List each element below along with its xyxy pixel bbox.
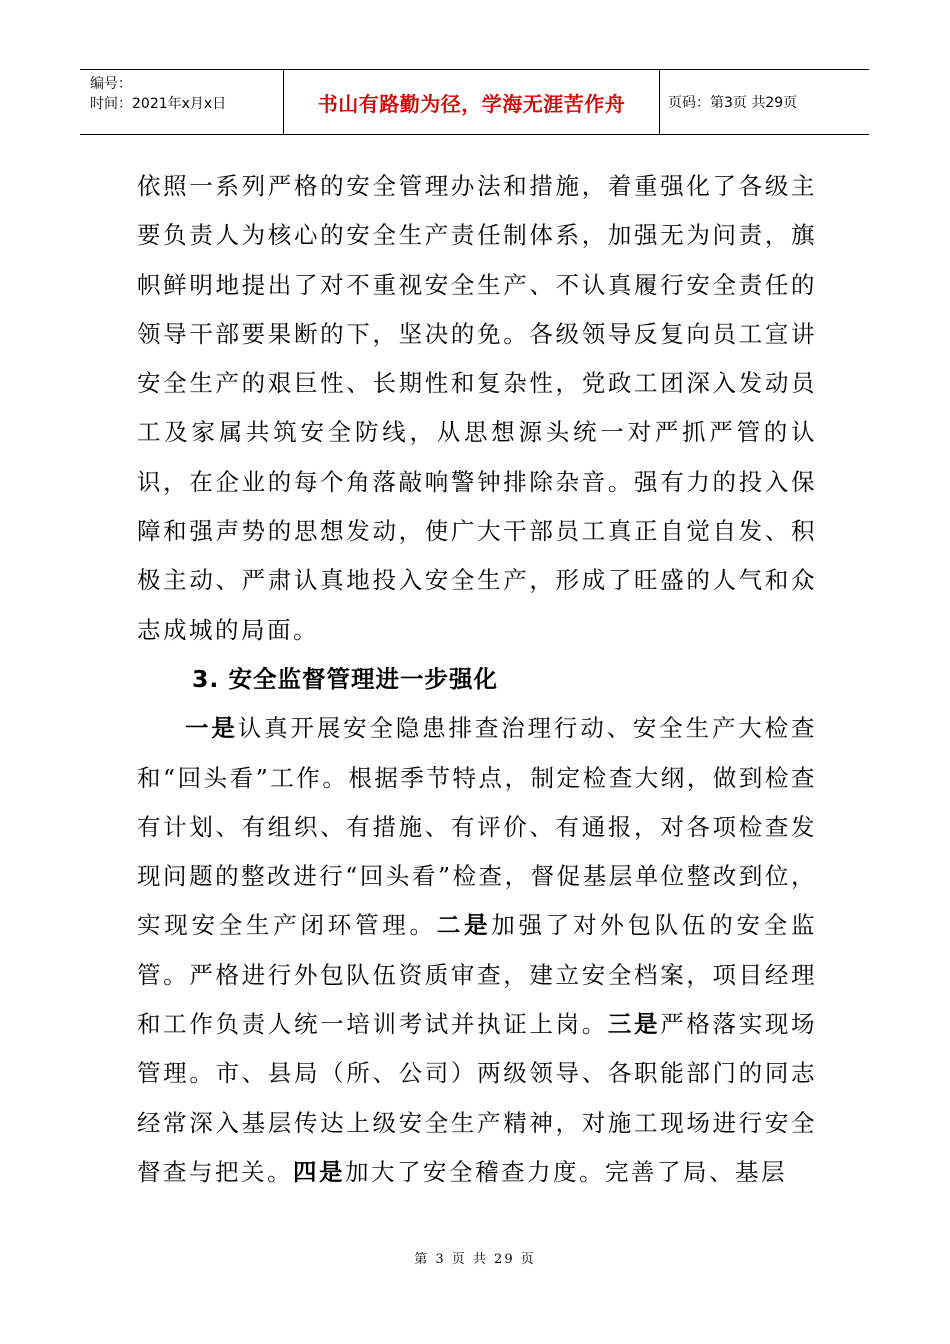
paragraph — [137, 704, 817, 1197]
bold-lead: 一是 — [185, 714, 238, 743]
bold-lead: 三是 — [607, 1010, 661, 1039]
bold-lead: 四是 — [293, 1157, 345, 1186]
header-meta — [80, 70, 284, 134]
paragraph-text: 加强了对外包队伍的安全监管。严格进行外包队伍资质审查，建立安全档案，项目经理和工作负责人统一培训考试并执证上岗。 — [137, 911, 817, 1039]
number-label: 编号： — [90, 76, 132, 92]
header-motto: 书山有路勤为径，学海无涯苦作舟 — [284, 70, 660, 134]
paragraph-text: 认真开展安全隐患排查治理行动、安全生产大检查和“回头看”工作。根据季节特点，制定检查大纲，做到检查有计划、有组织、有措施、有评价、有通报，对各项检查发现问题的整改进行“回头看”检查，督促基层单位整改到位，实现安全生产闭环管理。 — [137, 714, 818, 940]
page-header — [80, 69, 869, 135]
document-body — [137, 162, 817, 1197]
bold-lead: 二是 — [436, 911, 492, 940]
time-label: 时间：2021年x月x日 — [90, 96, 227, 112]
page-footer: 第 3 页 共 29 页 — [414, 1252, 536, 1267]
paragraph: 依照一系列严格的安全管理办法和措施，着重强化了各级主要负责人为核心的安全生产责任制体系，加强无为问责，旗帜鲜明地提出了对不重视安全生产、不认真履行安全责任的领导干部要果断的下，坚决的免。各级领导反复向员工宣讲安全生产的艰巨性、长期性和复杂性，党政工团深入发动员工及家属共筑安全防线，从思想源头统一对严抓严管的认识，在企业的每个角落敲响警钟排除杂音。强有力的投入保障和强声势的思想发动，使广大干部员工真正自觉自发、积极主动、严肃认真地投入安全生产，形成了旺盛的人气和众志成城的局面。 — [137, 172, 817, 644]
paragraph-text: 严格落实现场管理。市、县局（所、公司）两级领导、各职能部门的同志经常深入基层传达上级安全生产精神，对施工现场进行安全督查与把关。 — [137, 1010, 818, 1186]
paragraph-text: 加大了安全稽查力度。完善了局、基层 — [345, 1157, 787, 1186]
section-heading: 3. 安全监督管理进一步强化 — [192, 664, 498, 693]
header-page-info: 页码：第3页 共29页 — [668, 95, 798, 111]
